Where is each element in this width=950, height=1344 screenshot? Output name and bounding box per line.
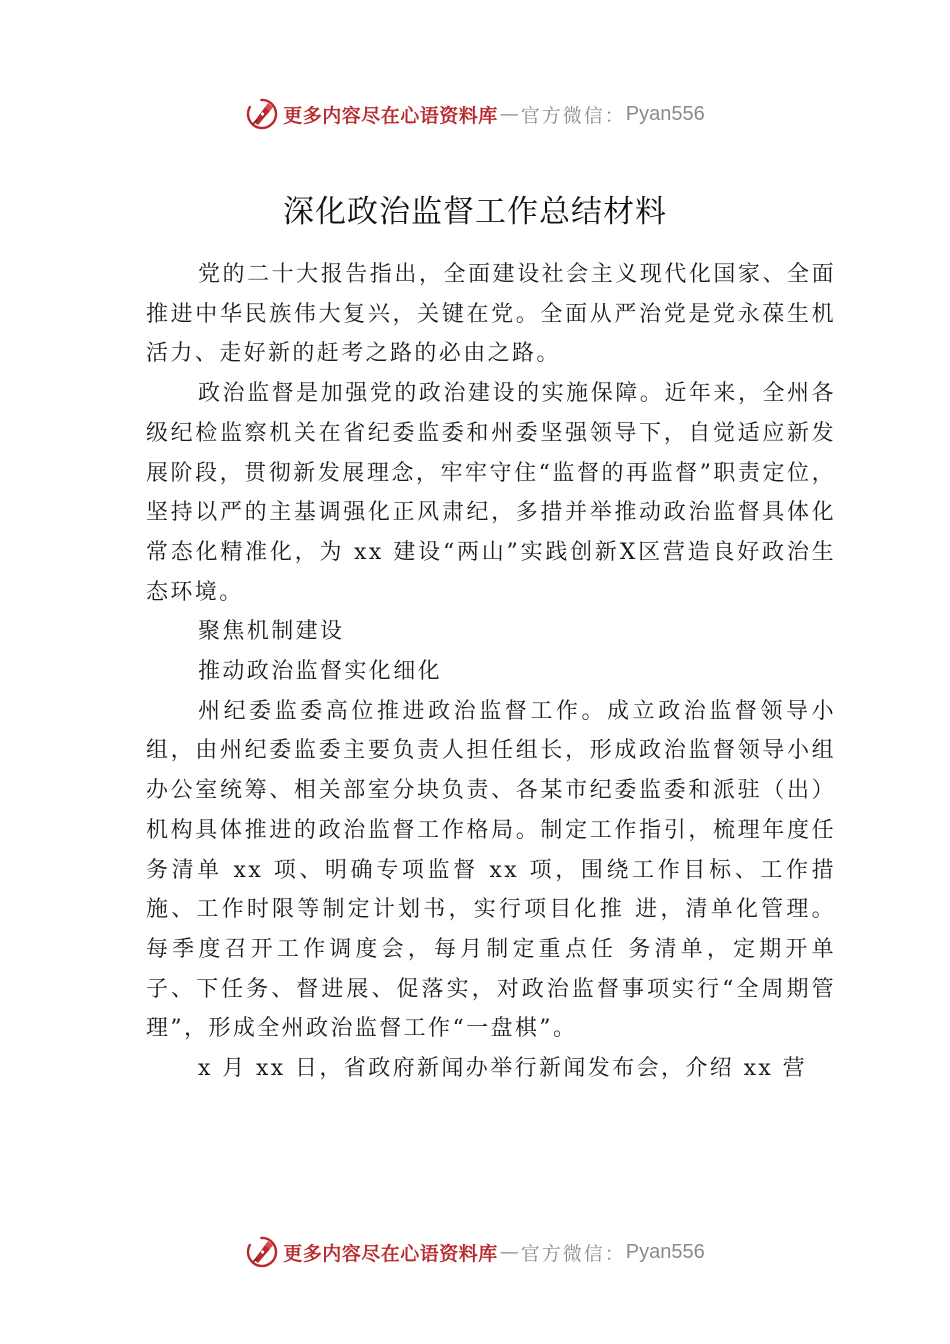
body-paragraph: 政治监督是加强党的政治建设的实施保障。近年来，全州各级纪检监察机关在省纪委监委和州委坚强领导下，自觉适应新发展阶段，贯彻新发展理念，牢牢守住“监督的再监督”职责定位，坚持以严的主基调强化正风肃纪，多措并举推动政治监督具体化常态化精准化，为 xx 建设“两山”实践创新X区营造良好政治生态环境。: [146, 381, 836, 605]
document-title: 深化政治监督工作总结材料: [283, 194, 667, 230]
watermark-wechat-label: 官方微信：: [520, 1242, 626, 1265]
section-subheading: 推动政治监督实化细化: [198, 659, 443, 685]
pen-nib-logo-icon: [245, 97, 279, 131]
body-paragraph: 党的二十大报告指出，全面建设社会主义现代化国家、全面推进中华民族伟大复兴，关键在党。全面从严治党是党永葆生机活力、走好新的赶考之路的必由之路。: [146, 262, 836, 367]
watermark-wechat-id: Pyan556: [625, 1240, 705, 1263]
body-paragraph: 州纪委监委高位推进政治监督工作。成立政治监督领导小组，由州纪委监委主要负责人担任组长，形成政治监督领导小组办公室统筹、相关部室分块负责、各某市纪委监委和派驻（出）机构具体推进的政治监督工作格局。制定工作指引，梳理年度任务清单 xx 项、明确专项监督 xx 项，围绕工作目标、工作措施、工作时限等制定计划书，实行项目化推 进，清单化管理。每季度召开工作调度会，每月制定重点任 务清单，定期开单子、下任务、督进展、促落实，对政治监督事项实行“全周期管理”，形成全州政治监督工作“一盘棋”。: [146, 698, 836, 1042]
section-heading: 聚焦机制建设: [198, 619, 345, 645]
watermark-dash: —: [499, 103, 519, 125]
watermark-wechat-label: 官方微信：: [520, 104, 626, 127]
watermark-brand-text: 更多内容尽在心语资料库: [283, 1242, 498, 1265]
body-paragraph: x 月 xx 日，省政府新闻办举行新闻发布会，介绍 xx 营: [198, 1056, 808, 1082]
watermark-wechat-id: Pyan556: [625, 102, 705, 125]
watermark-brand-text: 更多内容尽在心语资料库: [283, 104, 498, 127]
document-body: [146, 255, 836, 1089]
pen-nib-logo-icon: [245, 1235, 279, 1269]
watermark-dash: —: [499, 1241, 519, 1263]
header-watermark: [0, 94, 950, 134]
footer-watermark: [0, 1232, 950, 1272]
